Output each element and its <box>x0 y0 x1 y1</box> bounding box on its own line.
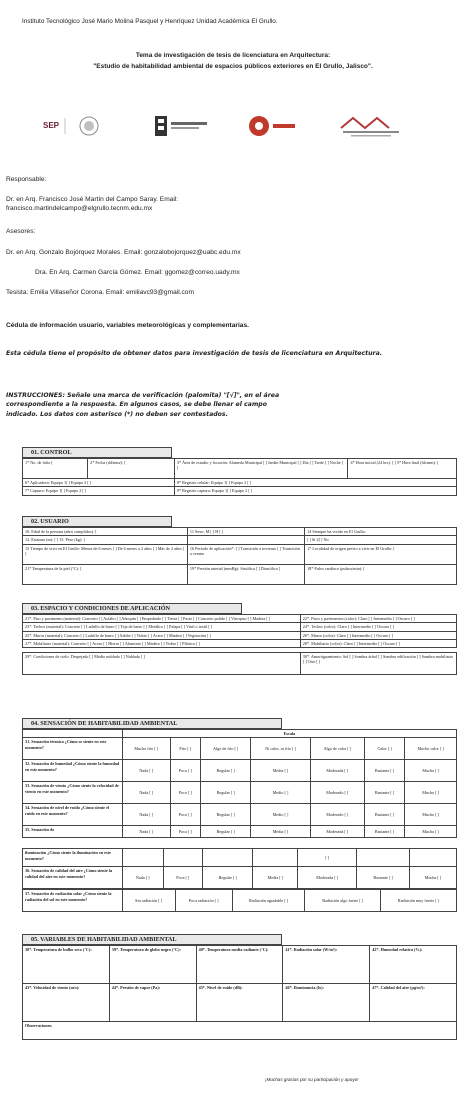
q31-opt[interactable]: Algo de calor [ ] <box>310 738 364 760</box>
q33-opt[interactable]: Medio [ ] <box>251 782 310 804</box>
piso-color[interactable]: 22*. Pisos y pavimentos (color): Claro [ ] Intermedio [ ] Oscuro [ ] <box>300 615 456 623</box>
q35b-opt[interactable]: [ ] <box>298 849 357 867</box>
q36-opt[interactable]: Poca [ ] <box>163 867 202 889</box>
q35b-label: iluminación ¿Cómo siente la iluminación en este momento? <box>23 849 123 867</box>
q34-opt[interactable]: Bastante [ ] <box>364 804 404 826</box>
q32-opt[interactable]: Regular [ ] <box>200 760 250 782</box>
responsable-label: Responsable: <box>6 176 47 183</box>
section-sensacion <box>22 718 457 912</box>
study-title: "Estudio de habitabilidad ambiental de espacios públicos exteriores en El Grullo, Jalisco". <box>93 63 373 70</box>
q36-opt[interactable]: Mucha [ ] <box>410 867 457 889</box>
cedula-title: Cédula de información usuario, variables meteorológicas y complementarias. <box>6 322 249 329</box>
q37-opt[interactable]: Radiación algo fuerte [ ] <box>305 890 381 912</box>
q33-opt[interactable]: Nada [ ] <box>122 782 170 804</box>
svg-text:SEP: SEP <box>43 121 60 130</box>
instructions-text: INSTRUCCIONES: Señale una marca de verificación (palomita) "[√]", en el área correspondiente a la respuesta. En algunos casos, se debe llenar el campo indicado. Los datos con asterisco (*) no deben ser contestados. <box>6 392 280 418</box>
observaciones-field[interactable]: Observaciones: <box>23 1022 457 1040</box>
q36-opt[interactable]: Media [ ] <box>253 867 298 889</box>
q36-opt[interactable]: Moderada [ ] <box>298 867 357 889</box>
q35-opt[interactable]: Poca [ ] <box>170 826 200 838</box>
v44-field[interactable]: 44*. Presión de vapor (Pa): <box>109 984 196 1022</box>
q37-opt[interactable]: Radiación muy fuerte [ ] <box>380 890 456 912</box>
q34-opt[interactable]: Nada [ ] <box>122 804 170 826</box>
techo-color[interactable]: 24*. Techos (color): Claro [ ] Intermedio [ ] Oscuro [ ] <box>300 623 456 631</box>
localidad-field[interactable]: 17 Localidad de origen previo a vivir en El Grullo: [ <box>305 544 457 564</box>
folio-field[interactable]: 1* No. de folio [ <box>23 459 88 479</box>
q32-opt[interactable]: Nada [ ] <box>122 760 170 782</box>
q37-opt[interactable]: Radiación agradable [ ] <box>232 890 305 912</box>
q37-opt[interactable]: Sin radiación [ ] <box>122 890 175 912</box>
v40-field[interactable]: 40*. Temperatura media radiante (°C): <box>196 946 283 984</box>
q31-opt[interactable]: Ni calor, ni frío [ ] <box>251 738 310 760</box>
q37-opt[interactable]: Poca radiación [ ] <box>175 890 232 912</box>
q31-opt[interactable]: Mucho calor [ ] <box>405 738 457 760</box>
mobiliario-material[interactable]: 27*. Mobiliario (material): Concreto [ ] Acero [ ] Hierro [ ] Aluminio [ ] Madera [ ] Vidrio [ ] Plástico [ ] <box>23 639 301 647</box>
logo-strip <box>35 113 435 141</box>
v47-field[interactable]: 47*. Calidad del aire (µg/m³): <box>370 984 457 1022</box>
section-title: 04. SENSACIÓN DE HABITABILIDAD AMBIENTAL <box>22 718 282 729</box>
q35b-opt <box>202 849 252 867</box>
muro-color[interactable]: 26*. Muros (color): Claro [ ] Intermedio [ ] Oscuro [ ] <box>300 631 456 639</box>
q36-opt[interactable]: Regular [ ] <box>202 867 252 889</box>
capturo-field[interactable]: 7* Capturo: Equipo 1[ ] Equipo 2 [ ] <box>23 487 175 495</box>
section-espacio <box>22 603 457 675</box>
q31-label: 31. Sensación térmica ¿Cómo se siente en este momento? <box>23 738 123 760</box>
v46-field[interactable]: 46*. Iluminancia (lx): <box>283 984 370 1022</box>
pulso-field[interactable]: 18* Pulso cardiaco (pulsos/min): [ <box>305 564 457 584</box>
thanks-footer: ¡Muchas gracias por su participación y apoyo! <box>265 1077 359 1082</box>
v38-field[interactable]: 38*. Temperatura de bulbo seco (°C): <box>23 946 110 984</box>
q31-opt[interactable]: Mucho frío [ ] <box>122 738 170 760</box>
tecnm-grullo-logo <box>335 113 407 139</box>
section-title: 02. USUARIO <box>22 516 172 527</box>
edad-field[interactable]: 10. Edad de la persona (años cumplidos): [ <box>23 528 188 536</box>
amortiguamiento-field[interactable]: 30*. Amortiguamiento: Sol [ ] Sombra árbol [ ] Sombra edificación [ ] Sombra mobiliario [ ] Otro [ ] <box>300 653 456 675</box>
tesista: Tesista: Emilia Villaseñor Corona. Email: emiliavc93@gmail.com <box>6 289 194 296</box>
q34-opt[interactable]: Regular [ ] <box>200 804 250 826</box>
q34-opt[interactable]: Poco [ ] <box>170 804 200 826</box>
tecnm-logo <box>153 113 213 139</box>
q33-opt[interactable]: Moderado [ ] <box>310 782 364 804</box>
muro-material[interactable]: 25*. Muros (material): Concreto [ ] Ladrillo de barro [ ] Adobe [ ] Vidrio [ ] Acero [ ] Madera [ ] Vegetación [ ] <box>23 631 301 639</box>
q35b-opt <box>253 849 298 867</box>
q35-opt[interactable]: Bastante [ ] <box>364 826 404 838</box>
techo-material[interactable]: 23*. Techos (material): Concreto [ ] Ladrillo de barro [ ] Teja de barro [ ] Metálico [ ] Palapa [ ] Vinil o textil [ ] <box>23 623 301 631</box>
q37-label: 37. Sensación de radiación solar ¿Cómo siente la radiación del sol en este momento? <box>23 890 123 912</box>
q33-opt[interactable]: Poco [ ] <box>170 782 200 804</box>
q32-opt[interactable]: Mucha [ ] <box>405 760 457 782</box>
v45-field[interactable]: 45*. Nivel de ruido (dB): <box>196 984 283 1022</box>
q33-label: 33. Sensación de viento ¿Cómo siente la velocidad de viento en este momento? <box>23 782 123 804</box>
q34-label: 34. Sensación de nivel de ruido ¿Cómo siente el ruido en este momento? <box>23 804 123 826</box>
q34-opt[interactable]: Mucho [ ] <box>405 804 457 826</box>
q35b-opt <box>410 849 457 867</box>
q36-opt[interactable]: Bastante [ ] <box>356 867 409 889</box>
section-variables <box>22 934 457 1040</box>
aplicadora-field[interactable]: 6* Aplicadora: Equipo 1[ ] Equipo 2 [ ] <box>23 479 175 487</box>
jalisco-logo <box>247 113 307 139</box>
q36-opt[interactable]: Nada [ ] <box>122 867 163 889</box>
q34-opt[interactable]: Moderado [ ] <box>310 804 364 826</box>
periodo-field[interactable]: 16 Período de aplicación*: [ ] Transición a invierno [ ] Transición a verano <box>187 544 304 564</box>
empty-cell <box>187 536 304 544</box>
institution-header: Instituto Tecnológico José Mario Molina Pasquel y Henríquez Unidad Académica El Grullo. <box>22 18 278 25</box>
responsable-text: Dr. en Arq. Francisco José Martín del Campo Saray. Email: francisco.martindelcampo@elgrullo.tecnm.edu.mx <box>6 196 179 213</box>
registro-captura-field[interactable]: 9* Registro captura: Equipo 1[ ] Equipo 2 [ ] <box>174 487 456 495</box>
v39-field[interactable]: 39*. Temperatura de globo negro (°C): <box>109 946 196 984</box>
piel-field[interactable]: 21* Temperatura de la piel (°C): [ <box>23 564 188 584</box>
q35-opt[interactable]: Moderada [ ] <box>310 826 364 838</box>
piso-material[interactable]: 21*. Piso y pavimento (material): Concreto [ ] Asfalto [ ] Adoquín [ ] Empedrado [ ] Tierra [ ] Pasto [ ] Concreto pulido [ ] Vitropiso [ ] Madera [ ] <box>23 615 301 623</box>
mobiliario-color[interactable]: 28*. Mobiliario (color): Claro [ ] Intermedio [ ] Oscuro [ ] <box>300 639 456 647</box>
v42-field[interactable]: 42*. Humedad relativa (%): <box>370 946 457 984</box>
cielo-field[interactable]: 29*. Condiciones de cielo: Despejado [ ] Medio nublado [ ] Nublado [ ] <box>23 653 301 675</box>
q31-opt[interactable]: Calor [ ] <box>364 738 404 760</box>
purpose-text: Esta cédula tiene el propósito de obtener datos para investigación de tesis de licenciatura en Arquitectura. <box>6 350 383 357</box>
section-title: 05. VARIABLES DE HABITABILIDAD AMBIENTAL <box>22 934 282 945</box>
sexo-field[interactable]: 11 Sexo: M [ ] H [ ] <box>187 528 304 536</box>
q32-label: 32. Sensación de humedad ¿Cómo siente la humedad en este momento? <box>23 760 123 782</box>
section-control <box>22 447 457 496</box>
q31-opt[interactable]: Frío [ ] <box>170 738 200 760</box>
sep-logo <box>35 113 105 139</box>
tiempo-field[interactable]: 15 Tiempo de vivir en El Grullo: Menos de 6 meses [ ] De 6 meses a 2 años [ ] Más de 2 años [ ] <box>23 544 188 564</box>
area-field[interactable]: 3* Área de estudio y locación: Alameda Municipal [ ] Jardín Municipal [ ] Día [ ] Tarde [ ] Noche [ ] <box>174 459 348 479</box>
escala-header: Escala <box>122 730 456 738</box>
section-title: 03. ESPACIO Y CONDICIONES DE APLICACIÓN <box>22 603 242 614</box>
asesor-1: Dr. en Arq. Gonzalo Bojórquez Morales. Email: gonzalobojorquez@uabc.edu.mx <box>6 249 241 256</box>
q35-opt[interactable]: Mucha [ ] <box>405 826 457 838</box>
presion-field[interactable]: 19* Presión arterial (mmHg): Sistólica [ ] Diastólica [ <box>187 564 304 584</box>
q35b-opt <box>122 849 163 867</box>
q35b-opt <box>163 849 202 867</box>
section-usuario <box>22 516 457 585</box>
q34-opt[interactable]: Medio [ ] <box>251 804 310 826</box>
section-title: 01. CONTROL <box>22 447 172 458</box>
q36-label: 36. Sensación de calidad del aire ¿Cómo siente la calidad del aire en este momento? <box>23 867 123 889</box>
hour-field[interactable]: 4* Hora inicial (24 hrs): [ ] 5* Hora final (hh:mm): [ <box>348 459 457 479</box>
q35-opt[interactable]: Regular [ ] <box>200 826 250 838</box>
q35-label: 35. Sensación de <box>23 826 123 838</box>
q33-opt[interactable]: Mucho [ ] <box>405 782 457 804</box>
thesis-theme: Tema de investigación de tesis de licenciatura en Arquitectura: <box>135 52 331 59</box>
vivido-options[interactable]: [ ] Sí 2[ ] No <box>305 536 457 544</box>
q35-opt[interactable]: Media [ ] <box>251 826 310 838</box>
q33-opt[interactable]: Bastante [ ] <box>364 782 404 804</box>
q32-opt[interactable]: Moderada [ ] <box>310 760 364 782</box>
estatura-field[interactable]: 12. Estatura (m): [ ] 13. Peso (kg): [ <box>23 536 188 544</box>
q32-opt[interactable]: Media [ ] <box>251 760 310 782</box>
v43-field[interactable]: 43*. Velocidad de viento (m/s): <box>23 984 110 1022</box>
q31-opt[interactable]: Algo de frío [ ] <box>200 738 250 760</box>
q32-opt[interactable]: Poca [ ] <box>170 760 200 782</box>
q33-opt[interactable]: Regular [ ] <box>200 782 250 804</box>
date-field[interactable]: 2* Fecha (dd/mm/): [ <box>88 459 175 479</box>
q35-opt[interactable]: Nada [ ] <box>122 826 170 838</box>
vivido-field[interactable]: 14 Siempre ha vivido en El Grullo: <box>305 528 457 536</box>
q35b-opt <box>356 849 409 867</box>
asesor-2: Dra. En Arq. Carmen García Gómez. Email: ggomez@correo.uady.mx <box>35 269 240 276</box>
asesores-label: Asesores: <box>6 228 36 235</box>
registro-celular-field[interactable]: 8* Registro celular: Equipo 1[ ] Equipo 2 [ ] <box>174 479 456 487</box>
empty-cell <box>23 730 123 738</box>
v41-field[interactable]: 41*. Radiación solar (W/m²): <box>283 946 370 984</box>
q32-opt[interactable]: Bastante [ ] <box>364 760 404 782</box>
